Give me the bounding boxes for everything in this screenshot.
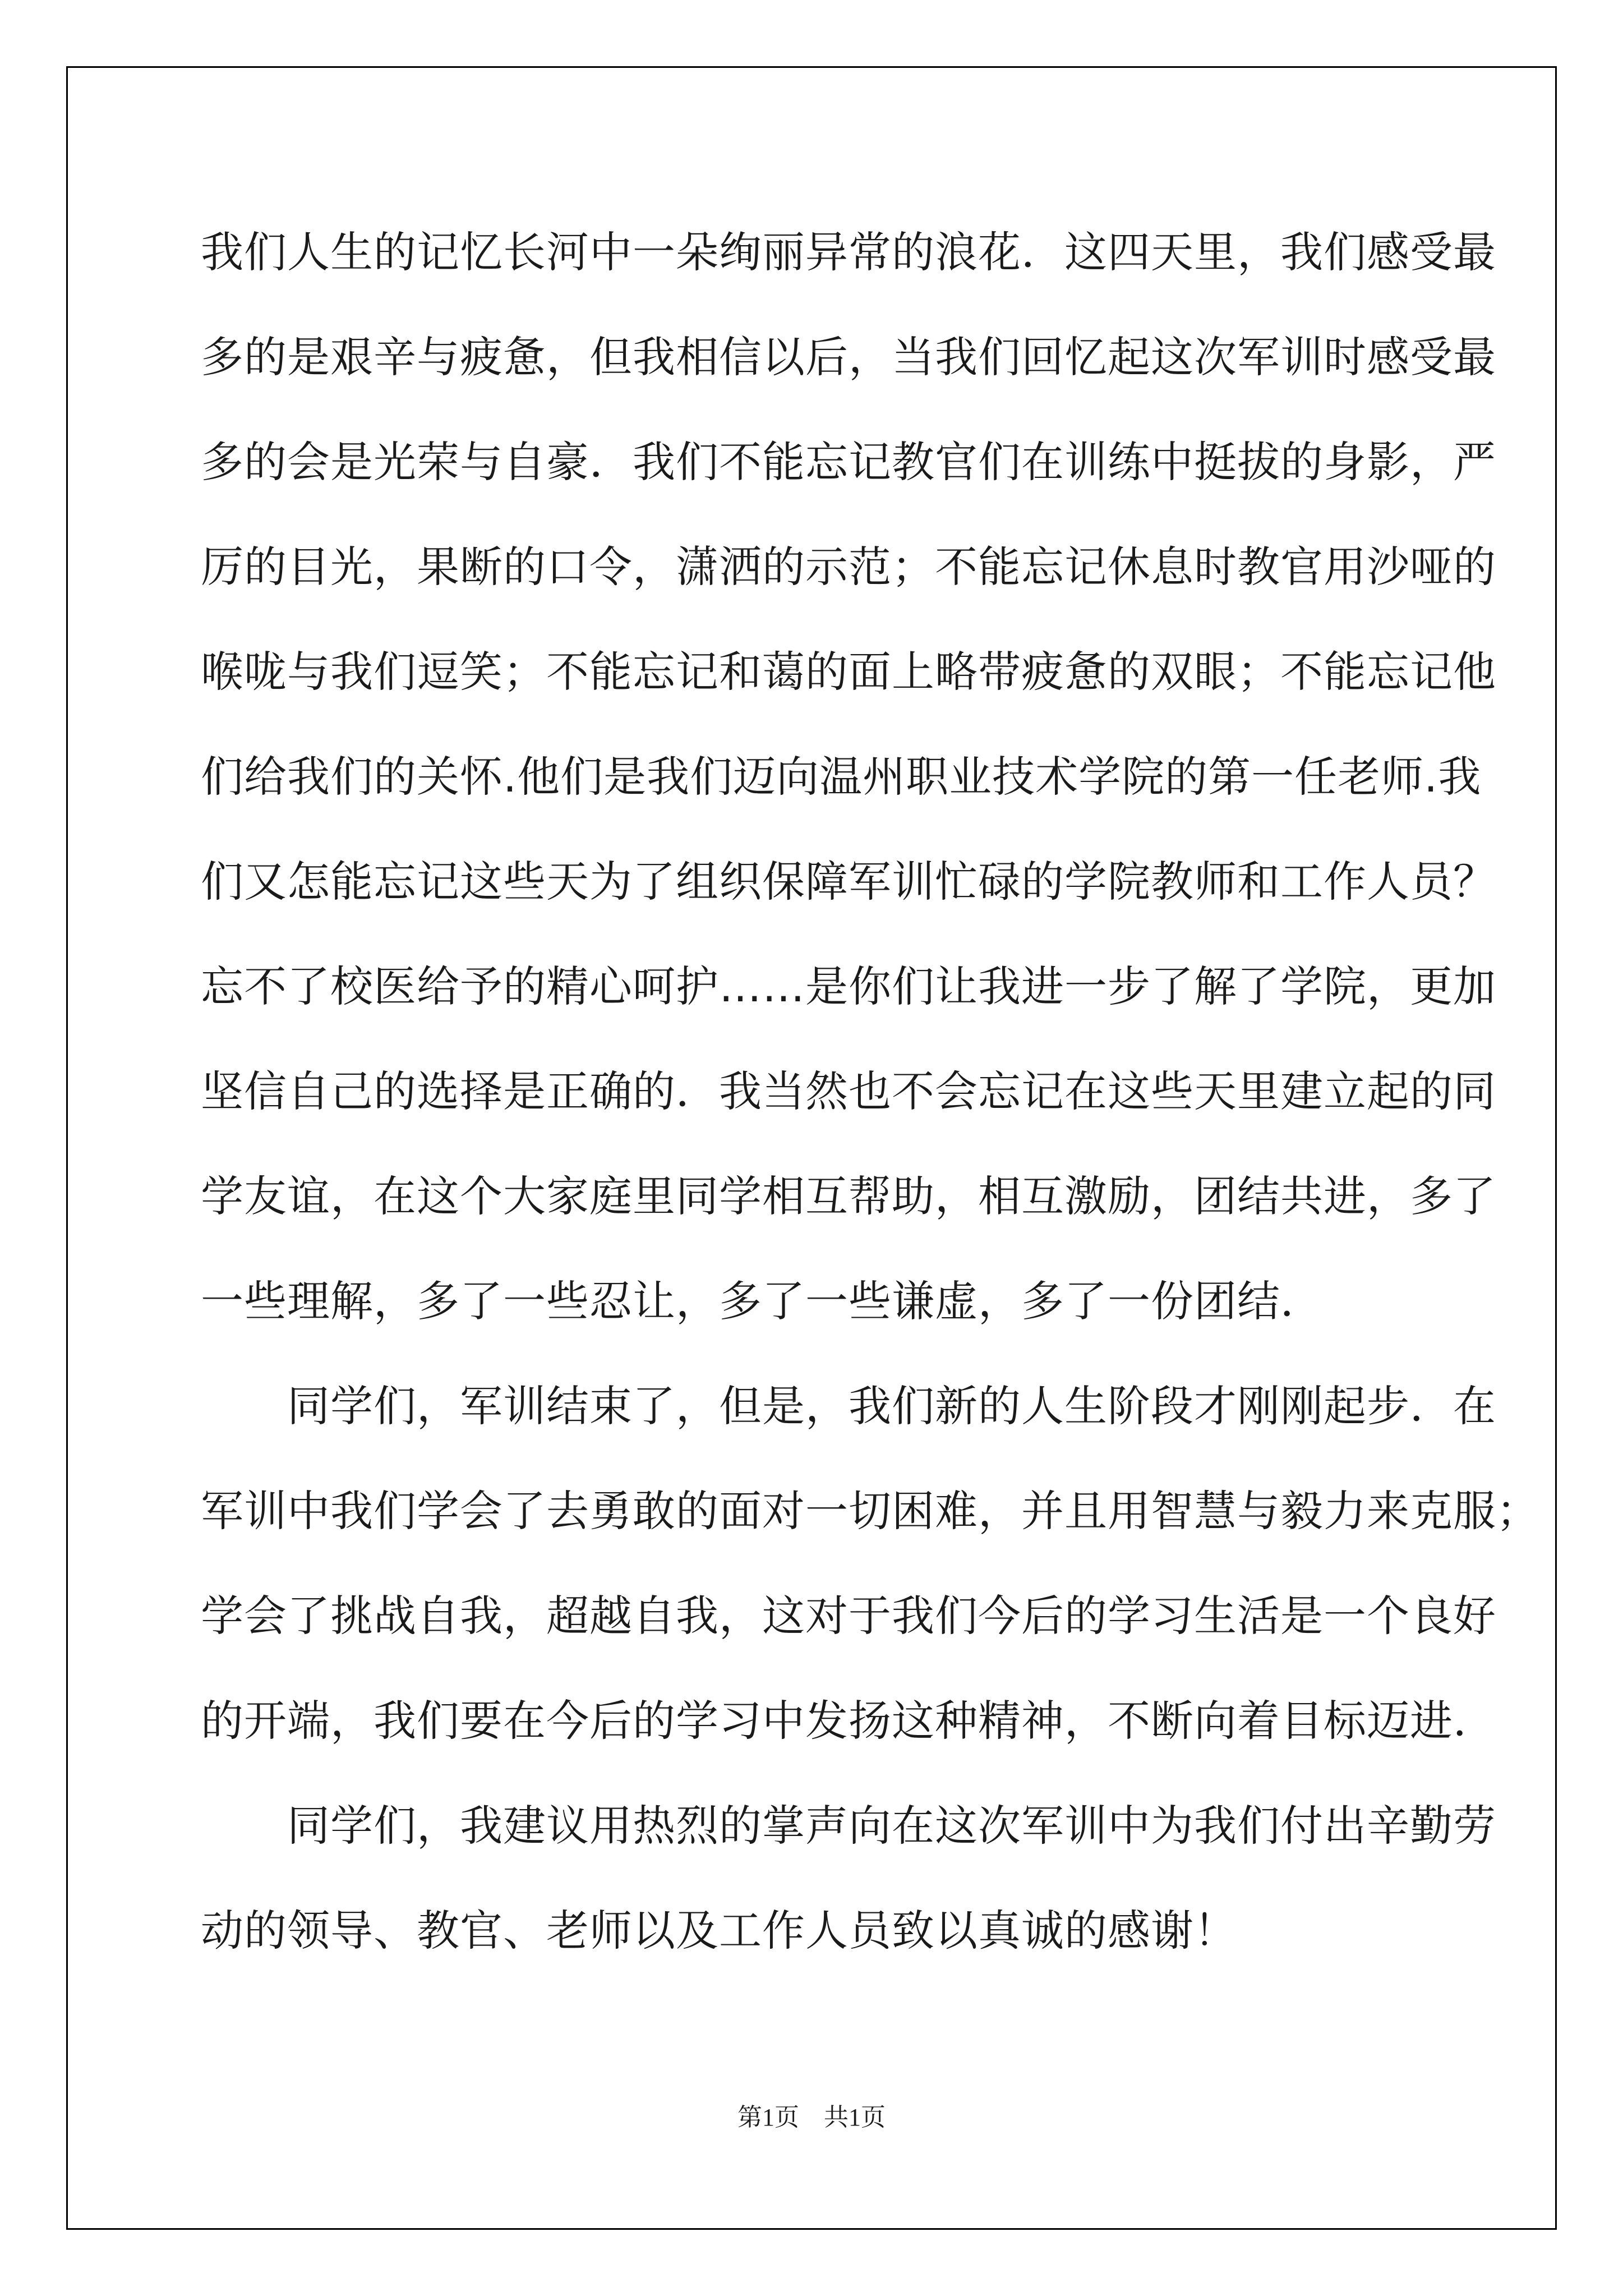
text-line: 坚信自己的选择是正确的．我当然也不会忘记在这些天里建立起的同 [201, 1066, 1496, 1116]
text-line: 动的领导、教官、老师以及工作人员致以真诚的感谢！ [201, 1906, 1237, 1955]
text-line: 学友谊，在这个大家庭里同学相互帮助，相互激励，团结共进，多了 [201, 1171, 1496, 1221]
document-body [201, 219, 1539, 2002]
text-line: 军训中我们学会了去勇敢的面对一切困难，并且用智慧与毅力来克服； [201, 1486, 1539, 1536]
text-line: 一些理解，多了一些忍让，多了一些谦虚，多了一份团结． [201, 1276, 1324, 1326]
text-line: 同学们，我建议用热烈的掌声向在这次军训中为我们付出辛勤劳 [201, 1801, 1496, 1851]
text-line: 厉的目光，果断的口令，潇洒的示范；不能忘记休息时教官用沙哑的 [201, 542, 1496, 592]
text-line: 学会了挑战自我，超越自我，这对于我们今后的学习生活是一个良好 [201, 1591, 1496, 1641]
page-number-footer: 第1页 共1页 [737, 2104, 886, 2131]
text-line: 多的会是光荣与自豪．我们不能忘记教官们在训练中挺拔的身影，严 [201, 437, 1496, 487]
text-line: 我们人生的记忆长河中一朵绚丽异常的浪花．这四天里，我们感受最 [201, 227, 1496, 277]
text-line: 喉咙与我们逗笑；不能忘记和蔼的面上略带疲惫的双眼；不能忘记他 [201, 647, 1496, 697]
text-line: 忘不了校医给予的精心呵护……是你们让我进一步了解了学院，更加 [201, 961, 1496, 1011]
text-line: 多的是艰辛与疲惫，但我相信以后，当我们回忆起这次军训时感受最 [201, 332, 1496, 382]
text-line: 同学们，军训结束了，但是，我们新的人生阶段才刚刚起步．在 [201, 1381, 1496, 1431]
text-line: 们又怎能忘记这些天为了组织保障军训忙碌的学院教师和工作人员？ [201, 857, 1496, 907]
text-line: 的开端，我们要在今后的学习中发扬这种精神，不断向着目标迈进． [201, 1696, 1496, 1746]
text-line: 们给我们的关怀.他们是我们迈向温州职业技术学院的第一任老师.我 [201, 752, 1482, 802]
